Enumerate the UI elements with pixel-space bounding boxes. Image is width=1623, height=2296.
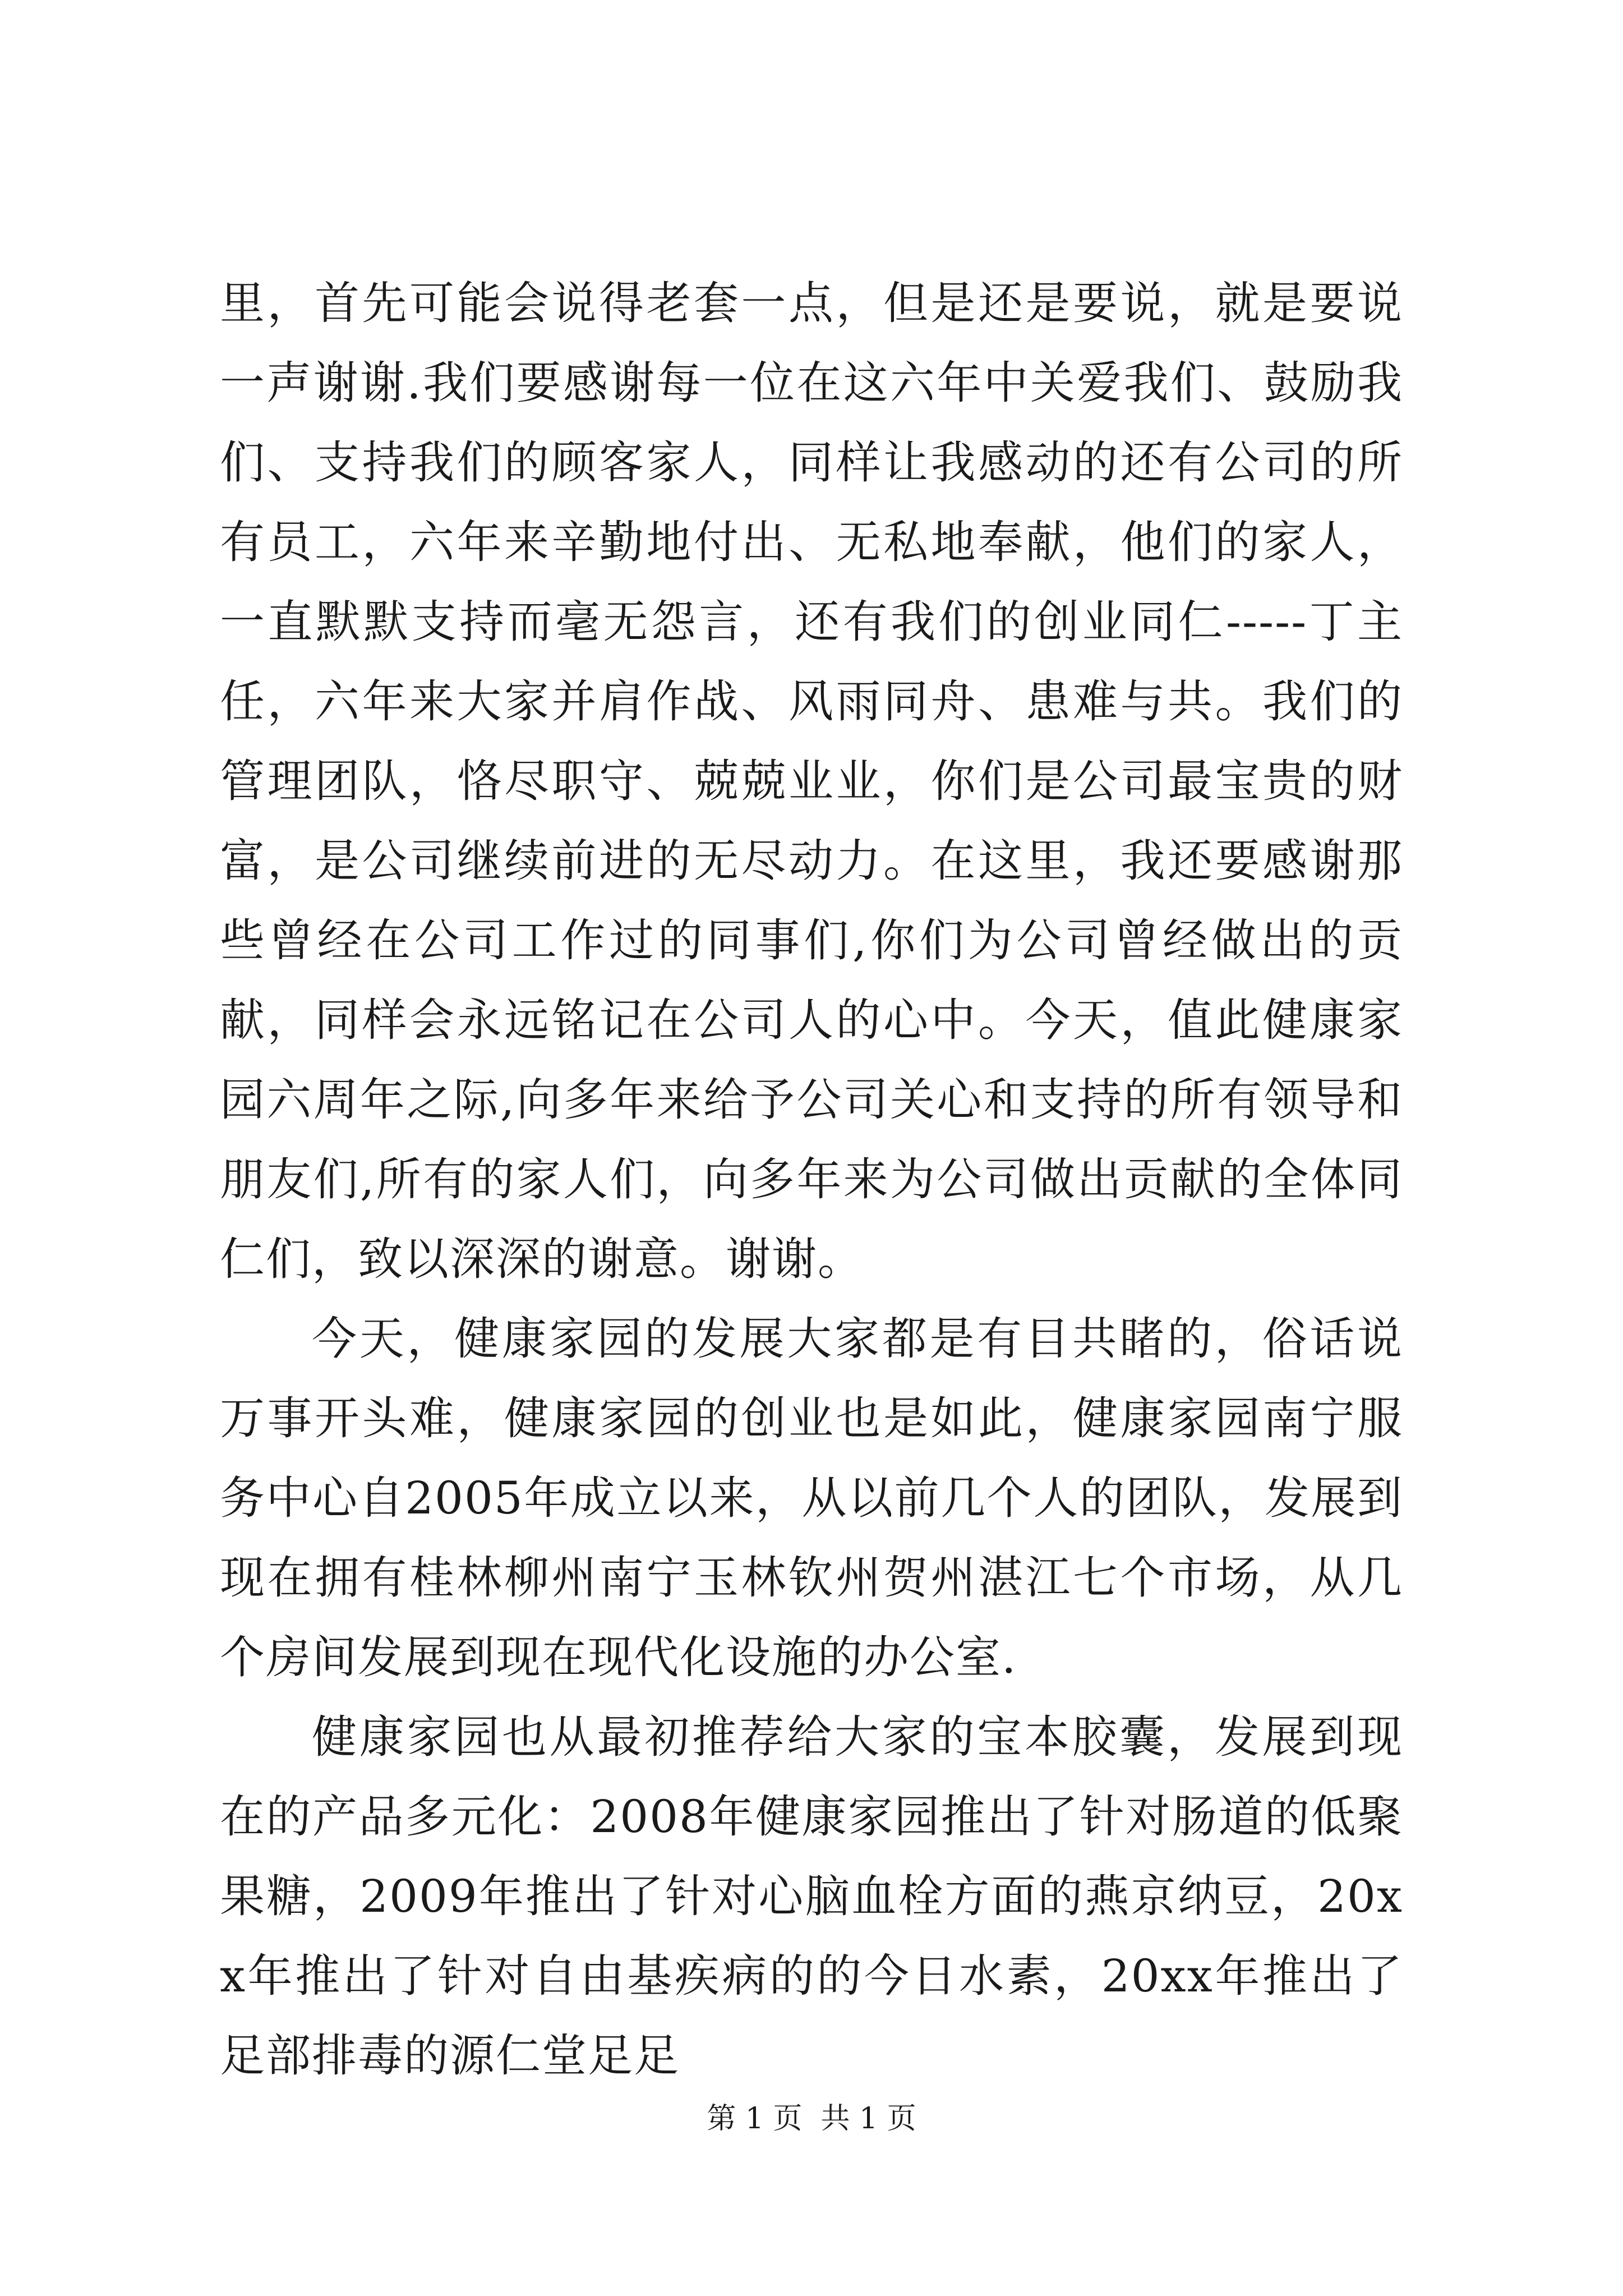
paragraph-3: 健康家园也从最初推荐给大家的宝本胶囊，发展到现在的产品多元化：2008年健康家园推出了针对肠道的低聚果糖，2009年推出了针对心脑血栓方面的燕京纳豆，20xx年推出了针对自由基疾病的的今日水素，20xx年推出了足部排毒的源仁堂足足	[220, 1711, 1403, 2082]
paragraph-2: 今天，健康家园的发展大家都是有目共睹的，俗话说万事开头难，健康家园的创业也是如此，健康家园南宁服务中心自2005年成立以来，从以前几个人的团队，发展到现在拥有桂林柳州南宁玉林钦州贺州湛江七个市场，从几个房间发展到现在现代化设施的办公室.	[220, 1313, 1403, 1683]
page-footer: 第 1 页 共 1 页	[707, 2102, 916, 2136]
document-body	[220, 264, 1403, 2096]
paragraph-1: 里，首先可能会说得老套一点，但是还是要说，就是要说一声谢谢.我们要感谢每一位在这六年中关爱我们、鼓励我们、支持我们的顾客家人，同样让我感动的还有公司的所有员工，六年来辛勤地付出、无私地奉献，他们的家人，一直默默支持而毫无怨言，还有我们的创业同仁-----丁主任，六年来大家并肩作战、风雨同舟、患难与共。我们的管理团队，恪尽职守、兢兢业业，你们是公司最宝贵的财富，是公司继续前进的无尽动力。在这里，我还要感谢那些曾经在公司工作过的同事们,你们为公司曾经做出的贡献，同样会永远铭记在公司人的心中。今天，值此健康家园六周年之际,向多年来给予公司关心和支持的所有领导和朋友们,所有的家人们，向多年来为公司做出贡献的全体同仁们，致以深深的谢意。谢谢。	[220, 277, 1403, 1285]
